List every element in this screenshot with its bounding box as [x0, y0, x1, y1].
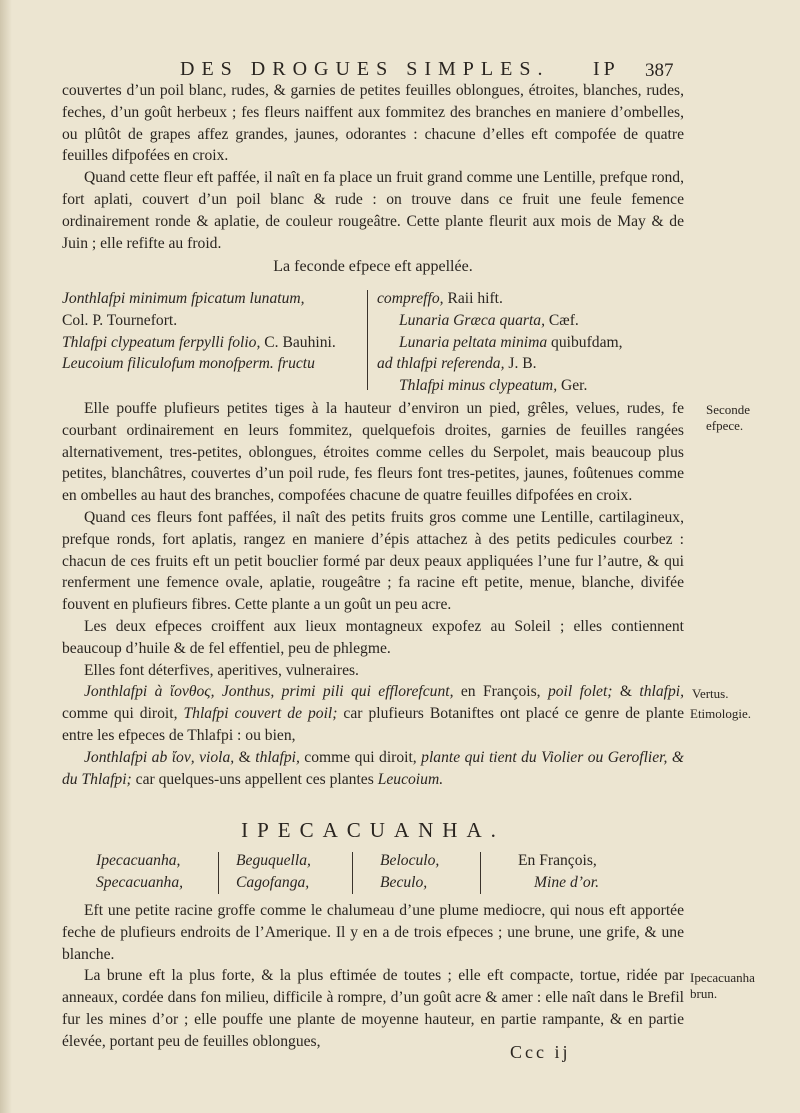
- etym-roman: comme qui diroit,: [299, 748, 422, 766]
- synonym-roman: quibufdam,: [547, 333, 623, 351]
- ipecacuanha-names: [62, 850, 684, 896]
- margin-note-vertus: Vertus.: [692, 686, 729, 701]
- name-column-3: [380, 850, 439, 894]
- running-title: DES DROGUES SIMPLES.: [180, 58, 550, 80]
- species-heading: La feconde efpece eft appellée.: [273, 258, 473, 275]
- name-entry: [236, 872, 311, 894]
- name-column-1: [96, 850, 183, 894]
- etym-italic: Jonthlafpi à ἴονθος, Jonthus, primi pili qui efflorefcunt,: [84, 683, 454, 701]
- paragraph-block-1: [62, 80, 684, 254]
- synonym-italic: Lunaria Græca quarta,: [399, 311, 545, 329]
- paragraph: Les deux efpeces croiffent aux lieux montagneux expofez au Soleil ; elles contiennent beaucoup d’huile & de fel effentiel, peu de phlegme.: [62, 617, 684, 657]
- etymology-paragraph: [62, 681, 684, 746]
- column-divider: [367, 290, 368, 390]
- name-text: Ipecacuanha,: [96, 852, 181, 869]
- paragraph-block-3: [62, 900, 684, 1053]
- name-entry: [380, 850, 439, 872]
- paragraph: Elle pouffe plufieurs petites tiges à la hauteur d’environ un pied, grêles, velues, rudes, fe courbant ordinairement en leurs fommitez, quelquefois droites, garnies de feuilles rangées alternativement, tres-petites, oblongues, étroites comme celles du Serpolet, mais beaucoup plus petites, blanchâtres, couvertes d’un poil rude, fes fleurs font tres-petites, jaunes, foûtenues comme en ombelles au haut des branches, compofées chacune de quatre feuilles difpofées en croix.: [62, 400, 684, 505]
- etymology-paragraph-2: [62, 747, 684, 791]
- synonym-italic: Thlafpi clypeatum ferpylli folio,: [62, 333, 261, 351]
- synonym-roman: Col. P. Tournefort.: [62, 311, 178, 329]
- synonym-entry: [371, 353, 684, 375]
- synonym-column-left: [62, 288, 367, 375]
- synonym-entry: [371, 332, 684, 354]
- name-column-4: [518, 850, 599, 894]
- etym-roman: car quelques-uns appellent ces plantes: [131, 770, 378, 788]
- etym-roman: &: [234, 748, 256, 766]
- section-title: IPECACUANHA.: [241, 818, 505, 842]
- synonym-italic: Thlafpi minus clypeatum,: [399, 377, 558, 395]
- name-text: Beguquella,: [236, 852, 311, 869]
- synonym-entry: [371, 375, 684, 397]
- etym-roman: en François,: [453, 683, 548, 701]
- synonym-italic: Lunaria peltata minima: [399, 333, 548, 351]
- name-text: Beloculo,: [380, 852, 440, 869]
- etym-roman: comme qui diroit,: [62, 705, 184, 723]
- etym-italic: Thlafpi couvert de poil;: [183, 705, 338, 723]
- page-edge-shadow: [0, 0, 12, 1113]
- etym-italic: poil folet;: [547, 683, 613, 701]
- name-entry: [236, 850, 311, 872]
- paragraph: Quand ces fleurs font paffées, il naît des petits fruits gros comme une Lentille, cartilagineux, prefque ronds, fort aplatis, rangez en maniere d’épis attachez à des petits pedicules courbez : chacun de ces fruits eft un petit bouclier formé par deux peaux appliquées l’une fur l’autre, & qui renferment une femence ovale, aplatie, rougeâtre ; fa racine eft petite, menue, blanche, divifée fouvent en plufieurs fibres. Cette plante a un goût un peu acre.: [62, 508, 684, 614]
- synonym-entry: [62, 288, 367, 310]
- synonym-entry: [371, 288, 684, 310]
- synonym-entry: [62, 310, 367, 332]
- etym-italic: thlafpi,: [255, 748, 300, 766]
- margin-note-seconde: Seconde efpece.: [706, 402, 751, 433]
- synonym-roman: J. B.: [504, 355, 537, 373]
- synonym-roman: Raii hift.: [443, 290, 503, 307]
- column-divider: [352, 852, 353, 894]
- synonym-roman: Cæf.: [545, 311, 579, 329]
- name-text: Mine d’or.: [534, 873, 599, 891]
- etym-italic: Leucoium.: [377, 770, 444, 788]
- paragraph: Eft une petite racine groffe comme le chalumeau d’une plume mediocre, qui nous eft apportée feche de plufieurs endroits de l’Amerique. Il y en a de trois efpeces ; une brune, une grife, & une blanche.: [62, 902, 684, 963]
- synonym-table: [62, 288, 684, 394]
- header-ip: IP: [593, 58, 619, 80]
- synonym-entry: [371, 310, 684, 332]
- name-text: Beculo,: [380, 873, 428, 891]
- etym-italic: Jonthlafpi ab ἴον, viola,: [84, 748, 235, 766]
- name-entry: [96, 872, 183, 894]
- synonym-roman: C. Bauhini.: [260, 333, 336, 351]
- etym-roman: &: [612, 683, 640, 701]
- synonym-italic: Jonthlafpi minimum fpicatum lunatum,: [62, 290, 305, 307]
- name-text: Specacuanha,: [96, 873, 184, 891]
- synonym-column-right: [371, 288, 684, 397]
- name-entry: [380, 872, 439, 894]
- name-entry: [518, 872, 599, 894]
- etym-italic: thlafpi,: [639, 683, 684, 701]
- synonym-entry: [62, 353, 367, 375]
- name-text: Cagofanga,: [236, 873, 310, 891]
- synonym-entry: [62, 332, 367, 354]
- paragraph-block-2: [62, 398, 684, 790]
- paragraph: La brune eft la plus forte, & la plus eftimée de toutes ; elle eft compacte, tortue, ridée par anneaux, cordée dans fon milieu, difficile à rompre, d’un goût acre & amer : elle naît dans le Brefil fur les mines d’or ; elle pouffe une plante de moyenne hauteur, en partie rampante, & en partie élevée, portant peu de feuilles oblongues,: [62, 967, 684, 1050]
- signature-mark: Ccc ij: [510, 1042, 571, 1062]
- synonym-italic: Leucoium filiculofum monofperm. fructu: [62, 355, 315, 373]
- synonym-italic: compreffo,: [377, 290, 444, 307]
- running-header: [0, 58, 800, 82]
- etym-italic: plante qui tient du Violier ou Geroflier, & du Thlafpi;: [62, 748, 684, 788]
- margin-note-ipecacuanha: Ipecacuanha brun.: [690, 970, 755, 1001]
- name-entry: [96, 850, 183, 872]
- etym-roman: car plufieurs Botaniftes ont placé ce genre de plante entre les efpeces de Thlafpi : ou bien,: [62, 705, 685, 744]
- synonym-roman: Ger.: [557, 377, 588, 395]
- paragraph: Quand cette fleur eft paffée, il naît en fa place un fruit grand comme une Lentille, prefque rond, fort aplati, couvert d’un poil blanc & rude : on trouve dans ce fruit une feule femence ordinairement ronde & aplatie, de couleur rougeâtre. Cette plante fleurit aux mois de May & de Juin ; elle refifte au froid.: [62, 169, 684, 252]
- synonym-italic: ad thlafpi referenda,: [377, 355, 505, 373]
- name-column-2: [236, 850, 311, 894]
- margin-note-etimologie: Etimologie.: [690, 706, 752, 721]
- paragraph: couvertes d’un poil blanc, rudes, & garnies de petites feuilles oblongues, étroites, blanches, rudes, feches, d’un goût herbeux ; fes fleurs naiffent aux fommitez des branches en maniere d’ombelles, ou plûtôt de grapes affez grandes, jaunes, odorantes : chacune d’elles eft compofée de quatre feuilles difpofées en croix.: [62, 82, 684, 165]
- name-entry: En François,: [518, 852, 597, 869]
- column-divider: [218, 852, 219, 894]
- column-divider: [480, 852, 481, 894]
- page-number: 387: [645, 60, 674, 81]
- paragraph: Elles font déterfives, aperitives, vulneraires.: [84, 661, 359, 679]
